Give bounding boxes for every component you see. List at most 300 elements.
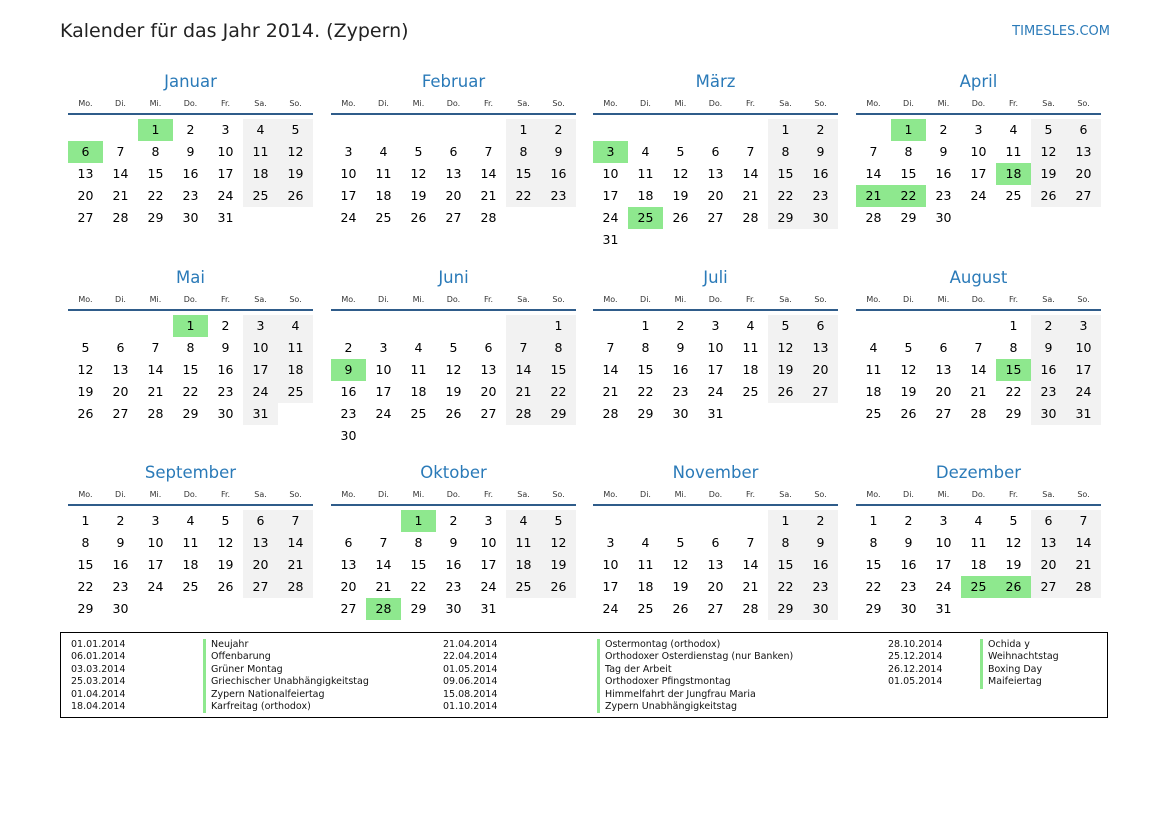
- day-cell: 19: [1005, 557, 1022, 572]
- brand-link[interactable]: TIMESLES.COM: [1012, 24, 1110, 39]
- day-cell: 28: [865, 210, 882, 225]
- day-grid: [331, 510, 576, 620]
- day-cell: 8: [186, 340, 195, 355]
- day-cell: 27: [77, 210, 94, 225]
- weekday-label: Sa.: [254, 295, 267, 304]
- empty-cell: [471, 119, 506, 141]
- day-cell: 6: [484, 340, 493, 355]
- day-cell: 20: [112, 384, 129, 399]
- day-cell: 8: [541, 337, 576, 359]
- day-cell: 12: [672, 557, 689, 572]
- day-cell: 22: [410, 579, 427, 594]
- weekday-label: Do.: [183, 490, 198, 499]
- day-cell: 4: [278, 315, 313, 337]
- day-cell: 14: [506, 359, 541, 381]
- weekday-label: So.: [289, 99, 302, 108]
- holiday-day-cell: 3: [593, 141, 628, 163]
- day-grid: [856, 119, 1101, 229]
- day-cell: 16: [1031, 359, 1066, 381]
- day-cell: 10: [375, 362, 392, 377]
- day-cell: 4: [1009, 122, 1018, 137]
- holiday-day-cell: 18: [996, 163, 1031, 185]
- day-cell: 18: [970, 557, 987, 572]
- day-cell: 12: [768, 337, 803, 359]
- weekday-header: [593, 293, 838, 307]
- weekday-label: Di.: [378, 99, 389, 108]
- day-cell: 15: [865, 557, 882, 572]
- day-cell: 14: [1066, 532, 1101, 554]
- day-cell: 8: [904, 144, 913, 159]
- legend-holiday-name: Orthodoxer Pfingstmontag: [597, 676, 793, 688]
- month-3: [593, 72, 838, 251]
- day-cell: 4: [641, 144, 650, 159]
- day-cell: 13: [1066, 141, 1101, 163]
- weekday-label: Sa.: [1042, 99, 1055, 108]
- legend-dates-col-1: [71, 639, 125, 713]
- day-cell: 25: [243, 185, 278, 207]
- day-cell: 26: [672, 210, 689, 225]
- day-cell: 7: [379, 535, 388, 550]
- day-cell: 11: [637, 166, 654, 181]
- legend-holiday-name: Griechischer Unabhängigkeitstag: [203, 676, 369, 688]
- day-cell: 14: [865, 166, 882, 181]
- day-cell: 17: [480, 557, 497, 572]
- empty-cell: [733, 510, 768, 532]
- day-cell: 20: [340, 579, 357, 594]
- day-cell: 26: [1031, 185, 1066, 207]
- day-cell: 4: [506, 510, 541, 532]
- day-grid: [68, 119, 313, 229]
- day-cell: 14: [480, 166, 497, 181]
- weekday-label: Do.: [446, 490, 461, 499]
- legend-holiday-date: 26.12.2014: [888, 663, 943, 675]
- legend-holiday-date: 01.01.2014: [71, 639, 126, 650]
- day-cell: 10: [707, 340, 724, 355]
- day-cell: 2: [676, 318, 685, 333]
- empty-cell: [366, 510, 401, 532]
- holiday-day-cell: 15: [996, 359, 1031, 381]
- holiday-day-cell: 21: [856, 185, 891, 207]
- day-cell: 19: [1031, 163, 1066, 185]
- day-cell: 29: [182, 406, 199, 421]
- empty-cell: [331, 119, 366, 141]
- day-cell: 21: [970, 384, 987, 399]
- day-cell: 19: [672, 188, 689, 203]
- day-cell: 19: [900, 384, 917, 399]
- day-cell: 9: [803, 532, 838, 554]
- day-cell: 18: [375, 188, 392, 203]
- day-cell: 22: [541, 381, 576, 403]
- day-cell: 31: [243, 403, 278, 425]
- day-cell: 16: [803, 163, 838, 185]
- day-cell: 9: [221, 340, 230, 355]
- weekday-label: Fr.: [483, 99, 494, 108]
- weekday-label: Mi.: [937, 490, 950, 499]
- day-cell: 17: [340, 188, 357, 203]
- empty-cell: [733, 119, 768, 141]
- day-cell: 24: [147, 579, 164, 594]
- day-cell: 18: [410, 384, 427, 399]
- day-cell: 8: [414, 535, 423, 550]
- day-cell: 21: [278, 554, 313, 576]
- day-cell: 21: [147, 384, 164, 399]
- day-cell: 28: [970, 406, 987, 421]
- day-cell: 19: [278, 163, 313, 185]
- day-cell: 12: [77, 362, 94, 377]
- day-cell: 16: [803, 554, 838, 576]
- month-7: [593, 268, 838, 425]
- header-divider: [856, 113, 1101, 115]
- day-cell: 16: [112, 557, 129, 572]
- day-cell: 18: [742, 362, 759, 377]
- weekday-label: Mi.: [412, 99, 425, 108]
- month-2: [331, 72, 576, 229]
- weekday-header: [68, 97, 313, 111]
- day-cell: 5: [1009, 513, 1018, 528]
- day-cell: 24: [375, 406, 392, 421]
- empty-cell: [698, 510, 733, 532]
- header-divider: [593, 113, 838, 115]
- day-cell: 23: [112, 579, 129, 594]
- day-cell: 24: [1066, 381, 1101, 403]
- weekday-label: Fr.: [1008, 99, 1019, 108]
- weekday-label: Sa.: [779, 490, 792, 499]
- day-grid: [68, 510, 313, 620]
- day-cell: 4: [414, 340, 423, 355]
- day-cell: 27: [112, 406, 129, 421]
- page-title: Kalender für das Jahr 2014. (Zypern): [60, 20, 409, 42]
- weekday-label: Mo.: [78, 99, 93, 108]
- day-cell: 29: [900, 210, 917, 225]
- day-cell: 6: [711, 144, 720, 159]
- day-cell: 4: [869, 340, 878, 355]
- weekday-label: Do.: [708, 295, 723, 304]
- legend-holiday-date: 21.04.2014: [443, 639, 498, 650]
- month-9: [68, 463, 313, 620]
- weekday-label: Sa.: [779, 99, 792, 108]
- day-cell: 29: [865, 601, 882, 616]
- legend-holiday-date: 01.05.2014: [443, 663, 498, 675]
- day-cell: 6: [803, 315, 838, 337]
- day-cell: 8: [506, 141, 541, 163]
- weekday-label: So.: [814, 295, 827, 304]
- header-divider: [593, 309, 838, 311]
- day-cell: 8: [869, 535, 878, 550]
- weekday-label: Sa.: [1042, 295, 1055, 304]
- day-cell: 26: [410, 210, 427, 225]
- day-cell: 13: [1031, 532, 1066, 554]
- legend-holiday-name: Boxing Day: [980, 664, 1059, 676]
- day-cell: 15: [768, 554, 803, 576]
- day-cell: 23: [672, 384, 689, 399]
- empty-cell: [68, 315, 103, 337]
- weekday-header: [593, 488, 838, 502]
- month-11: [593, 463, 838, 620]
- day-cell: 23: [803, 576, 838, 598]
- day-cell: 1: [1009, 318, 1018, 333]
- weekday-header: [331, 488, 576, 502]
- day-grid: [856, 510, 1101, 620]
- day-cell: 6: [939, 340, 948, 355]
- day-cell: 19: [410, 188, 427, 203]
- month-name: Juli: [703, 268, 728, 287]
- legend-holiday-name: Weihnachtstag: [980, 651, 1059, 663]
- day-cell: 30: [900, 601, 917, 616]
- day-cell: 27: [803, 381, 838, 403]
- day-cell: 24: [340, 210, 357, 225]
- day-cell: 3: [379, 340, 388, 355]
- weekday-label: So.: [1077, 99, 1090, 108]
- day-cell: 16: [672, 362, 689, 377]
- day-cell: 3: [344, 144, 353, 159]
- day-cell: 7: [278, 510, 313, 532]
- day-cell: 10: [147, 535, 164, 550]
- legend-holiday-date: 22.04.2014: [443, 651, 498, 663]
- weekday-label: Do.: [446, 295, 461, 304]
- header-divider: [593, 504, 838, 506]
- empty-cell: [593, 510, 628, 532]
- day-cell: 20: [707, 579, 724, 594]
- legend-holiday-date: 25.03.2014: [71, 676, 126, 688]
- header-divider: [856, 504, 1101, 506]
- day-cell: 6: [1031, 510, 1066, 532]
- month-name: Dezember: [935, 463, 1022, 482]
- legend-holiday-name: Ochida y: [980, 639, 1059, 651]
- legend-holiday-name: Himmelfahrt der Jungfrau Maria: [597, 689, 793, 701]
- day-grid: [593, 510, 838, 620]
- day-cell: 2: [449, 513, 458, 528]
- empty-cell: [961, 315, 996, 337]
- day-cell: 17: [935, 557, 952, 572]
- day-cell: 27: [707, 210, 724, 225]
- day-cell: 8: [1009, 340, 1018, 355]
- day-cell: 18: [637, 188, 654, 203]
- day-cell: 14: [112, 166, 129, 181]
- day-cell: 8: [81, 535, 90, 550]
- holiday-day-cell: 9: [331, 359, 366, 381]
- day-cell: 29: [410, 601, 427, 616]
- day-cell: 23: [541, 185, 576, 207]
- day-cell: 8: [151, 144, 160, 159]
- day-cell: 24: [602, 210, 619, 225]
- day-cell: 7: [1066, 510, 1101, 532]
- weekday-label: Mo.: [603, 490, 618, 499]
- day-cell: 19: [768, 359, 803, 381]
- day-cell: 14: [742, 166, 759, 181]
- day-cell: 27: [243, 576, 278, 598]
- day-cell: 28: [1066, 576, 1101, 598]
- day-cell: 17: [217, 166, 234, 181]
- day-cell: 13: [803, 337, 838, 359]
- day-cell: 11: [410, 362, 427, 377]
- day-cell: 29: [1005, 406, 1022, 421]
- legend-holiday-name: Maifeiertag: [980, 676, 1059, 688]
- legend-holiday-name: Tag der Arbeit: [597, 664, 793, 676]
- day-cell: 20: [77, 188, 94, 203]
- weekday-label: Do.: [708, 99, 723, 108]
- day-cell: 28: [278, 576, 313, 598]
- day-cell: 18: [637, 579, 654, 594]
- legend-holiday-name: Neujahr: [203, 639, 369, 651]
- day-cell: 22: [1005, 384, 1022, 399]
- weekday-label: Di.: [378, 490, 389, 499]
- day-cell: 10: [970, 144, 987, 159]
- day-cell: 24: [602, 601, 619, 616]
- weekday-label: Di.: [115, 295, 126, 304]
- day-cell: 11: [1005, 144, 1022, 159]
- empty-cell: [628, 119, 663, 141]
- empty-cell: [628, 510, 663, 532]
- day-cell: 30: [217, 406, 234, 421]
- day-cell: 31: [217, 210, 234, 225]
- day-cell: 6: [116, 340, 125, 355]
- weekday-label: Mo.: [866, 295, 881, 304]
- day-cell: 5: [676, 535, 685, 550]
- weekday-label: Do.: [971, 99, 986, 108]
- day-cell: 17: [147, 557, 164, 572]
- day-cell: 2: [803, 510, 838, 532]
- day-cell: 25: [375, 210, 392, 225]
- weekday-label: Fr.: [220, 295, 231, 304]
- day-grid: [331, 119, 576, 229]
- day-cell: 10: [243, 337, 278, 359]
- day-cell: 2: [186, 122, 195, 137]
- day-cell: 9: [449, 535, 458, 550]
- day-cell: 18: [278, 359, 313, 381]
- weekday-label: Fr.: [1008, 490, 1019, 499]
- day-cell: 14: [278, 532, 313, 554]
- day-cell: 6: [344, 535, 353, 550]
- holiday-day-cell: 1: [401, 510, 436, 532]
- weekday-header: [68, 488, 313, 502]
- weekday-label: Mi.: [149, 99, 162, 108]
- weekday-label: So.: [814, 99, 827, 108]
- month-name: März: [695, 72, 736, 91]
- day-cell: 2: [116, 513, 125, 528]
- day-cell: 24: [480, 579, 497, 594]
- month-10: [331, 463, 576, 620]
- weekday-label: Mi.: [149, 295, 162, 304]
- day-cell: 12: [1031, 141, 1066, 163]
- weekday-label: So.: [1077, 295, 1090, 304]
- day-cell: 24: [935, 579, 952, 594]
- day-cell: 26: [278, 185, 313, 207]
- day-cell: 9: [803, 141, 838, 163]
- weekday-label: Mo.: [341, 99, 356, 108]
- day-cell: 5: [81, 340, 90, 355]
- day-cell: 30: [445, 601, 462, 616]
- day-cell: 20: [935, 384, 952, 399]
- day-cell: 21: [506, 381, 541, 403]
- day-cell: 29: [637, 406, 654, 421]
- day-cell: 19: [77, 384, 94, 399]
- weekday-header: [331, 293, 576, 307]
- day-cell: 19: [541, 554, 576, 576]
- weekday-header: [593, 97, 838, 111]
- day-cell: 8: [641, 340, 650, 355]
- weekday-label: Sa.: [254, 99, 267, 108]
- legend-holiday-name: Grüner Montag: [203, 664, 369, 676]
- day-cell: 8: [768, 532, 803, 554]
- empty-cell: [366, 315, 401, 337]
- legend-holiday-name: Ostermontag (orthodox): [597, 639, 793, 651]
- day-cell: 11: [742, 340, 759, 355]
- empty-cell: [663, 119, 698, 141]
- day-cell: 17: [375, 384, 392, 399]
- day-cell: 4: [243, 119, 278, 141]
- day-cell: 10: [935, 535, 952, 550]
- legend-names-col-2: [597, 639, 793, 713]
- weekday-label: Sa.: [1042, 490, 1055, 499]
- day-cell: 28: [480, 210, 497, 225]
- day-cell: 15: [147, 166, 164, 181]
- holiday-day-cell: 6: [68, 141, 103, 163]
- weekday-header: [856, 293, 1101, 307]
- day-cell: 15: [768, 163, 803, 185]
- day-cell: 9: [541, 141, 576, 163]
- empty-cell: [698, 119, 733, 141]
- day-cell: 5: [414, 144, 423, 159]
- day-cell: 26: [900, 406, 917, 421]
- day-cell: 2: [541, 119, 576, 141]
- weekday-label: Do.: [971, 490, 986, 499]
- legend-holiday-date: 25.12.2014: [888, 651, 943, 663]
- day-cell: 20: [1031, 554, 1066, 576]
- day-cell: 22: [147, 188, 164, 203]
- day-cell: 11: [637, 557, 654, 572]
- day-cell: 28: [506, 403, 541, 425]
- empty-cell: [68, 119, 103, 141]
- day-cell: 13: [340, 557, 357, 572]
- month-name: September: [144, 463, 237, 482]
- weekday-header: [856, 97, 1101, 111]
- day-cell: 29: [768, 207, 803, 229]
- weekday-label: Di.: [640, 99, 651, 108]
- legend-names-col-1: [203, 639, 369, 713]
- day-cell: 13: [77, 166, 94, 181]
- empty-cell: [856, 315, 891, 337]
- weekday-label: Mi.: [412, 490, 425, 499]
- day-cell: 23: [340, 406, 357, 421]
- empty-cell: [891, 315, 926, 337]
- day-cell: 10: [602, 166, 619, 181]
- month-name: Juni: [438, 268, 469, 287]
- day-cell: 16: [900, 557, 917, 572]
- day-cell: 17: [707, 362, 724, 377]
- day-cell: 29: [768, 598, 803, 620]
- day-cell: 30: [182, 210, 199, 225]
- weekday-label: Mo.: [341, 295, 356, 304]
- day-cell: 3: [606, 535, 615, 550]
- holiday-day-cell: 1: [173, 315, 208, 337]
- day-cell: 3: [151, 513, 160, 528]
- day-cell: 7: [506, 337, 541, 359]
- day-cell: 26: [541, 576, 576, 598]
- day-cell: 11: [970, 535, 987, 550]
- day-cell: 21: [1066, 554, 1101, 576]
- day-cell: 11: [182, 535, 199, 550]
- day-cell: 10: [480, 535, 497, 550]
- legend-holiday-name: Zypern Unabhängigkeitstag: [597, 701, 793, 713]
- weekday-label: Sa.: [517, 99, 530, 108]
- weekday-label: Fr.: [220, 490, 231, 499]
- legend-names-col-3: [980, 639, 1059, 689]
- holiday-day-cell: 26: [996, 576, 1031, 598]
- month-1: [68, 72, 313, 229]
- day-cell: 29: [541, 403, 576, 425]
- weekday-header: [331, 97, 576, 111]
- legend-holiday-name: Offenbarung: [203, 651, 369, 663]
